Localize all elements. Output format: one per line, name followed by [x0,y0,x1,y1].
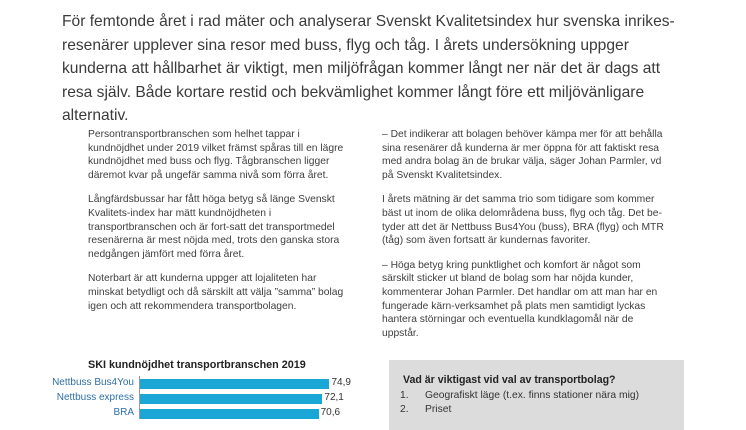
fact-box [389,360,684,430]
chart-bar-row [0,391,360,406]
chart-value-label: 70,6 [320,407,341,418]
body-paragraph: Noterbart är att kunderna uppger att lojaliteten har minskat betydligt och då särskilt att välja ”samma” bolag igen och att rekommendera transportbolagen. [88,273,344,312]
chart-axis-line [139,376,140,419]
body-paragraph: Persontransportbranschen som helhet tappar i kundnöjdhet under 2019 vilket främst spåras till en lägre kundnöjdhet med buss och flyg. Tågbranschen ligger däremot kvar på ungefär samma nivå som förra året. [88,129,344,181]
list-item [400,389,639,403]
list-item-text: Priset [425,404,452,415]
chart-bar [140,409,319,419]
chart-category-label: Nettbuss express [56,392,134,403]
right-column [382,128,672,351]
body-paragraph: Långfärdsbussar har fått höga betyg så länge Svenskt Kvalitets-index har mätt kundnöjdheten i transportbranschen och är fort-satt det transportmedel resenärerna är mest nöjda med, trots den ganska stora nedgången jämfört med förra året. [88,194,340,260]
chart-value-label: 74,9 [331,377,351,388]
list-item-number: 1. [400,390,409,401]
body-paragraph: – Höga betyg kring punktlighet och komfort är något som särskilt sticker ut bland de bolag som har nöjda kunder, kommenterar Johan Parmler. Det handlar om att man har en fungerade kärn-verksamhet på plats men samtidigt lyckas hantera störningar och eventuella kundklagomål när de uppstår. [382,259,658,339]
fact-box-title: Vad är viktigast vid val av transportbolag? [403,374,616,386]
chart-bar [140,379,329,389]
list-item-number: 2. [400,404,409,415]
satisfaction-bar-chart [0,376,360,419]
lead-paragraph: För femtonde året i rad mäter och analyserar Svenskt Kvalitetsindex hur svenska inrikes-resenärer upplever sina resor med buss, flyg och tåg. I årets undersökning uppger kunderna att hållbarhet är viktigt, men miljöfrågan kommer långt ner när det är dags att resa själv. Både kortare restid och bekvämlighet kommer långt före ett miljövänligare alternativ. [62,13,675,124]
chart-bar-row [0,406,360,419]
chart-category-label: BRA [113,407,134,418]
body-paragraph: – Det indikerar att bolagen behöver kämpa mer för att behålla sina resenärer då kunderna är mer öppna för att faktiskt resa med andra bolag än de brukar välja, säger Johan Parmler, vd på Svenskt Kvalitetsindex. [382,129,663,181]
list-item [400,403,639,417]
list-item-text: Geografiskt läge (t.ex. finns stationer nära mig) [425,390,640,401]
chart-bar-row [0,376,360,391]
chart-title: SKI kundnöjdhet transportbranschen 2019 [88,359,306,371]
chart-bar [140,394,322,404]
chart-value-label: 72,1 [324,392,344,403]
chart-category-label: Nettbuss Bus4You [52,377,134,388]
left-column [88,128,353,324]
fact-box-list [400,389,639,417]
body-paragraph: I årets mätning är det samma trio som tidigare som kommer bäst ut inom de olika delområdena buss, flyg och tåg. Det be-tyder att det är Nettbuss Bus4You (buss), BRA (flyg) och MTR (tåg) som även fortsatt är kundernas favoriter. [382,194,664,247]
